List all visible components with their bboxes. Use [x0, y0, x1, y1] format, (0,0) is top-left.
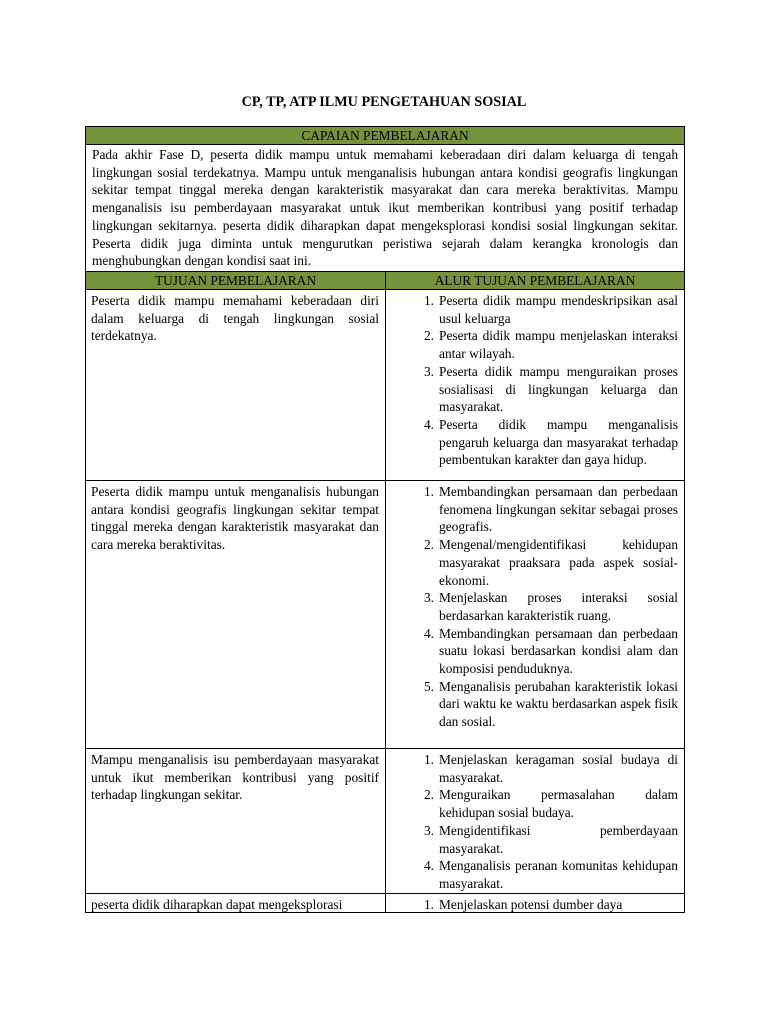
- list-item: 1. Peserta didik mampu mendeskripsikan asal usul keluarga: [423, 293, 679, 326]
- list-item: 1. Menjelaskan potensi dumber daya: [423, 896, 623, 912]
- tp-cell: peserta didik diharapkan dapat mengeksplorasi: [86, 893, 386, 912]
- list-item: 5. Menganalisis perubahan karakteristik lokasi dari waktu ke waktu berdasarkan aspek fisik dan sosial.: [423, 678, 679, 730]
- tp-cell: Peserta didik mampu untuk menganalisis hubungan antara kondisi geografis lingkungan sekitar tempat tinggal mereka dengan karakteristik masyarakat dan cara mereka beraktivitas.: [86, 481, 386, 749]
- list-item: 1. Menjelaskan keragaman sosial budaya di masyarakat.: [423, 752, 679, 785]
- list-item: 4. Membandingkan persamaan dan perbedaan suatu lokasi berdasarkan kondisi alam dan komposisi penduduknya.: [423, 625, 679, 677]
- tp-cell: Mampu menganalisis isu pemberdayaan masyarakat untuk ikut memberikan kontribusi yang positif terhadap lingkungan sekitar.: [86, 749, 386, 894]
- list-item: 3. Peserta didik mampu menguraikan proses sosialisasi di lingkungan keluarga dan masyarakat.: [423, 363, 679, 415]
- atp-cell: [386, 290, 685, 481]
- table-row: [86, 290, 685, 481]
- table-row: [86, 893, 685, 912]
- tp-header: TUJUAN PEMBELAJARAN: [86, 272, 386, 290]
- atp-header: ALUR TUJUAN PEMBELAJARAN: [386, 272, 685, 290]
- atp-cell: [386, 481, 685, 749]
- tp-cell: Peserta didik mampu memahami keberadaan diri dalam keluarga di tengah lingkungan sosial terdekatnya.: [86, 290, 386, 481]
- list-item: 4. Menganalisis peranan komunitas kehidupan masyarakat.: [423, 858, 679, 891]
- cp-tp-atp-table: [85, 126, 685, 913]
- list-item: 4. Peserta didik mampu menganalisis pengaruh keluarga dan masyarakat terhadap pembentukan karakter dan gaya hidup.: [423, 416, 679, 468]
- atp-list: [386, 292, 678, 469]
- atp-list: [386, 896, 678, 912]
- list-item: 2. Peserta didik mampu menjelaskan interaksi antar wilayah.: [423, 328, 679, 362]
- atp-list: [386, 483, 678, 731]
- list-item: 3. Mengidentifikasi pemberdayaan masyarakat.: [423, 822, 679, 856]
- cp-text: Pada akhir Fase D, peserta didik mampu untuk memahami keberadaan diri dalam keluarga di tengah lingkungan sosial terdekatnya. Mampu untuk menganalisis hubungan antara kondisi geografis lingkungan sekitar tempat tinggal mereka dengan karakteristik masyarakat dan cara mereka beraktivitas. Mampu menganalisis isu pemberdayaan masyarakat untuk ikut memberikan kontribusi yang positif terhadap lingkungan sekitarnya. peserta didik diharapkan dapat mengeksplorasi kondisi sosial lingkungan sekitar. Peserta didik juga diminta untuk mengurutkan peristiwa sejarah dalam kerangka kronologis dan menghubungkan dengan kondisi saat ini.: [86, 145, 685, 272]
- table-row: [86, 481, 685, 749]
- list-item: 2. Menguraikan permasalahan dalam kehidupan sosial budaya.: [423, 787, 679, 821]
- list-item: 3. Menjelaskan proses interaksi sosial berdasarkan karakteristik ruang.: [423, 590, 679, 623]
- document-title: CP, TP, ATP ILMU PENGETAHUAN SOSIAL: [241, 94, 527, 110]
- cp-header: CAPAIAN PEMBELAJARAN: [86, 127, 685, 145]
- atp-list: [386, 751, 678, 893]
- table-row: [86, 749, 685, 894]
- list-item: 2. Mengenal/mengidentifikasi kehidupan masyarakat praaksara pada aspek sosial-ekonomi.: [423, 537, 679, 588]
- atp-cell: [386, 893, 685, 912]
- list-item: 1. Membandingkan persamaan dan perbedaan fenomena lingkungan sekitar sebagai proses geografis.: [423, 484, 679, 535]
- atp-cell: [386, 749, 685, 894]
